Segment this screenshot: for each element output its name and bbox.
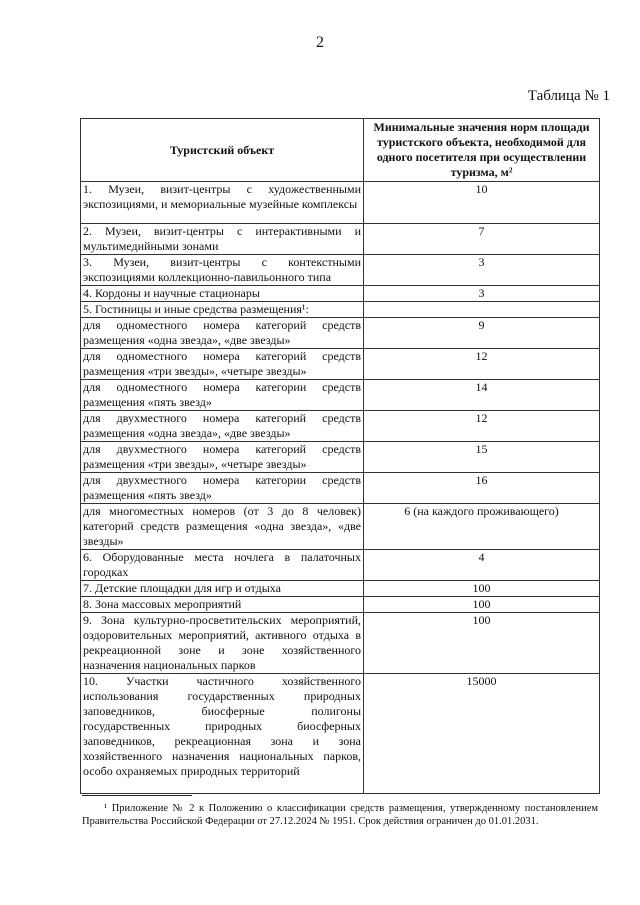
- table-row: [81, 442, 600, 473]
- object-cell: 9. Зона культурно-просветительских мероприятий, оздоровительных мероприятий, активного отдыха в рекреационной зоне и зоне хозяйственного назначения национальных парков: [81, 613, 364, 674]
- object-cell: 1. Музеи, визит-центры с художественными экспозициями, и мемориальные музейные комплексы: [81, 182, 364, 224]
- object-cell: для одноместного номера категории средств размещения «пять звезд»: [81, 380, 364, 411]
- table-row: [81, 286, 600, 302]
- object-cell: 6. Оборудованные места ночлега в палаточных городках: [81, 550, 364, 581]
- value-cell: 100: [364, 581, 600, 597]
- table-row: [81, 550, 600, 581]
- table-row: [81, 380, 600, 411]
- norms-table: [80, 118, 600, 794]
- value-cell: 12: [364, 349, 600, 380]
- table-row: [81, 411, 600, 442]
- value-cell: 4: [364, 550, 600, 581]
- object-cell: 3. Музеи, визит-центры с контекстными экспозициями коллекционно-павильонного типа: [81, 255, 364, 286]
- header-object: Туристский объект: [81, 119, 364, 182]
- table-row: [81, 674, 600, 794]
- object-cell: 5. Гостиницы и иные средства размещения¹:: [81, 302, 364, 318]
- table-row: [81, 302, 600, 318]
- table-row: [81, 318, 600, 349]
- object-cell: для одноместного номера категорий средств размещения «одна звезда», «две звезды»: [81, 318, 364, 349]
- value-cell: 9: [364, 318, 600, 349]
- object-cell: 2. Музеи, визит-центры с интерактивными и мультимедийными зонами: [81, 224, 364, 255]
- object-cell: 8. Зона массовых мероприятий: [81, 597, 364, 613]
- table-header-row: [81, 119, 600, 182]
- object-cell: для двухместного номера категории средств размещения «пять звезд»: [81, 473, 364, 504]
- value-cell: 100: [364, 613, 600, 674]
- value-cell: 6 (на каждого проживающего): [364, 504, 600, 550]
- value-cell: 16: [364, 473, 600, 504]
- object-cell: для двухместного номера категорий средств размещения «три звезды», «четыре звезды»: [81, 442, 364, 473]
- footnote-separator: [82, 795, 192, 796]
- table-row: [81, 349, 600, 380]
- value-cell: 10: [364, 182, 600, 224]
- value-cell: 3: [364, 255, 600, 286]
- object-cell: 4. Кордоны и научные стационары: [81, 286, 364, 302]
- table-row: [81, 224, 600, 255]
- object-cell: 10. Участки частичного хозяйственного использования государственных природных заповедников, биосферные полигоны государственных природных биосферных заповедников, рекреационная зона и зона хозяйственного назначения национальных парков, особо охраняемых природных территорий: [81, 674, 364, 794]
- object-cell: для двухместного номера категорий средств размещения «одна звезда», «две звезды»: [81, 411, 364, 442]
- table-row: [81, 182, 600, 224]
- value-cell: 12: [364, 411, 600, 442]
- table-row: [81, 504, 600, 550]
- table-row: [81, 255, 600, 286]
- table-row: [81, 581, 600, 597]
- value-cell: 3: [364, 286, 600, 302]
- value-cell: 14: [364, 380, 600, 411]
- table-row: [81, 473, 600, 504]
- value-cell: 15000: [364, 674, 600, 794]
- value-cell: 7: [364, 224, 600, 255]
- value-cell: 100: [364, 597, 600, 613]
- header-value: Минимальные значения норм площади туристского объекта, необходимой для одного посетителя при осуществлении туризма, м²: [364, 119, 600, 182]
- table-label: Таблица № 1: [527, 88, 610, 104]
- object-cell: для многоместных номеров (от 3 до 8 человек) категорий средств размещения «одна звезда», «две звезды»: [81, 504, 364, 550]
- footnote: ¹ Приложение № 2 к Положению о классификации средств размещения, утвержденному постановлением Правительства Российской Федерации от 27.12.2024 № 1951. Срок действия ограничен до 01.01.2031.: [82, 803, 598, 827]
- object-cell: для одноместного номера категорий средств размещения «три звезды», «четыре звезды»: [81, 349, 364, 380]
- table-row: [81, 613, 600, 674]
- page-number: 2: [316, 34, 324, 51]
- value-cell: 15: [364, 442, 600, 473]
- object-cell: 7. Детские площадки для игр и отдыха: [81, 581, 364, 597]
- value-cell: [364, 302, 600, 318]
- table-row: [81, 597, 600, 613]
